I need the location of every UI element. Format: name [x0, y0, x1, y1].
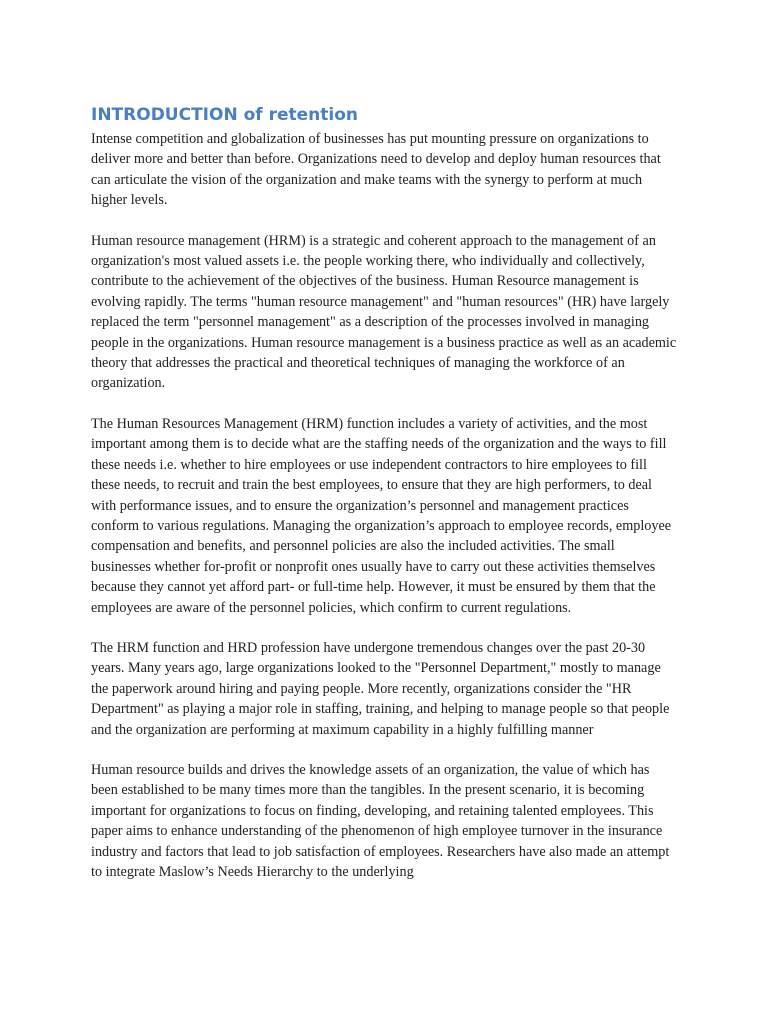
paragraph-hrm-evolution: The HRM function and HRD profession have undergone tremendous changes over the past 20-30 years. Many years ago, large organizations looked to the "Personnel Department," mostly to manage the paperwork around hiring and paying people. More recently, organizations consider the "HR Department" as playing a major role in staffing, training, and helping to manage people so that people and the organization are performing at maximum capability in a highly fulfilling manner — [91, 639, 670, 738]
section-heading: INTRODUCTION of retention — [91, 105, 359, 125]
paragraph-knowledge-assets: Human resource builds and drives the knowledge assets of an organization, the value of which has been established to be many times more than the tangibles. In the present scenario, it is becoming important for organizations to focus on finding, developing, and retaining talented employees. This paper aims to enhance understanding of the phenomenon of high employee turnover in the insurance industry and factors that lead to job satisfaction of employees. Researchers have also made an attempt to integrate Maslow’s Needs Hierarchy to the underlying — [91, 761, 670, 880]
document-page — [91, 104, 677, 902]
paragraph-hrm-function: The Human Resources Management (HRM) function includes a variety of activities, and the most important among them is to decide what are the staffing needs of the organization and the ways to fill these needs i.e. whether to hire employees or use independent contractors to hire employees to fill these needs, to recruit and train the best employees, to ensure that they are high performers, to deal with performance issues, and to ensure the organization’s personnel and management practices conform to various regulations. Managing the organization’s approach to employee records, employee compensation and benefits, and personnel policies are also the included activities. The small businesses whether for-profit or nonprofit ones usually have to carry out these activities themselves because they cannot yet afford part- or full-time help. However, it must be ensured by them that the employees are aware of the personnel policies, which confirm to current regulations. — [91, 415, 672, 616]
paragraph-hrm-definition: Human resource management (HRM) is a strategic and coherent approach to the management of an organization's most valued assets i.e. the people working there, who individually and collectively, contribute to the achievement of the objectives of the business. Human Resource management is evolving rapidly. The terms "human resource management" and "human resources" (HR) have largely replaced the term "personnel management" as a description of the processes involved in managing people in the organizations. Human resource management is a business practice as well as an academic theory that addresses the practical and theoretical techniques of managing the workforce of an organization. — [91, 232, 677, 392]
paragraph-competition: Intense competition and globalization of businesses has put mounting pressure on organizations to deliver more and better than before. Organizations need to develop and deploy human resources that can articulate the vision of the organization and make teams with the synergy to perform at much higher levels. — [91, 131, 661, 209]
